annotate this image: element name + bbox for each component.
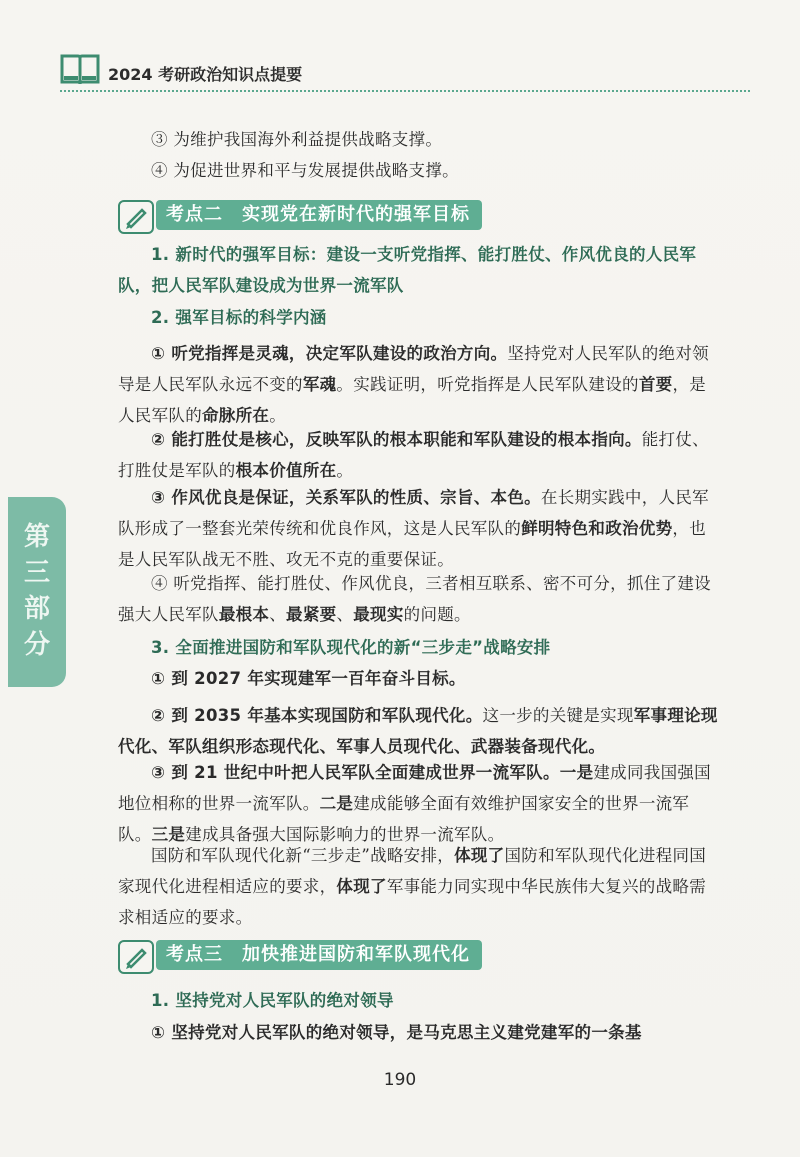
part-side-tab bbox=[8, 497, 66, 687]
bold-text: ① 听党指挥是灵魂，决定军队建设的政治方向。 bbox=[151, 344, 508, 363]
paragraph bbox=[118, 424, 718, 486]
pencil-icon bbox=[118, 200, 154, 234]
bold-text: 根本价值所在 bbox=[235, 461, 337, 480]
list-item: ③ 为维护我国海外利益提供战略支撑。 bbox=[151, 130, 443, 149]
subheading: 3. 全面推进国防和军队现代化的新“三步走”战略安排 bbox=[151, 638, 551, 657]
side-tab-label: 第三部分 bbox=[23, 522, 50, 660]
bold-text: ③ 作风优良是保证，关系军队的性质、宗旨、本色。 bbox=[151, 488, 541, 507]
pencil-icon bbox=[118, 940, 154, 974]
bold-text: 命脉所在 bbox=[202, 406, 270, 425]
header-title: 2024 考研政治知识点提要 bbox=[108, 65, 303, 84]
text: 国防和军队现代化进程同国家现代化进程相适应的要求， bbox=[118, 846, 707, 896]
paragraph bbox=[118, 840, 718, 933]
text: 建成能够全面有效维护国家安全的世界一流军队。 bbox=[118, 794, 690, 844]
list-item: ④ 为促进世界和平与发展提供战略支撑。 bbox=[151, 161, 459, 180]
paragraph bbox=[118, 700, 718, 762]
text: 、 bbox=[269, 605, 287, 624]
bold-text: 体现了 bbox=[454, 846, 505, 865]
text: 能打仗、打胜仗是军队的 bbox=[118, 430, 709, 480]
text: 的问题。 bbox=[403, 605, 471, 624]
subheading: 1. 新时代的强军目标：建设一支听党指挥、能打胜仗、作风优良的人民军队，把人民军队建设成为世界一流军队 bbox=[118, 245, 697, 295]
paragraph bbox=[118, 757, 718, 850]
text: 在长期实践中，人民军队形成了一整套光荣传统和优良作风，这是人民军队的 bbox=[118, 488, 709, 538]
text: 。 bbox=[269, 406, 287, 425]
text: 、 bbox=[336, 605, 354, 624]
subheading: 2. 强军目标的科学内涵 bbox=[151, 308, 327, 327]
paragraph bbox=[118, 338, 718, 431]
bold-text: 一是 bbox=[559, 763, 594, 782]
bold-text: 最现实 bbox=[353, 605, 404, 624]
text: 这一步的关键是实现 bbox=[482, 706, 634, 725]
section-label: 考点二 实现党在新时代的强军目标 bbox=[156, 200, 482, 230]
subheading: 1. 坚持党对人民军队的绝对领导 bbox=[151, 991, 394, 1010]
list-item: ① 到 2027 年实现建军一百年奋斗目标。 bbox=[151, 669, 466, 688]
bold-text: ② 能打胜仗是核心，反映军队的根本职能和军队建设的根本指向。 bbox=[151, 430, 642, 449]
page-header bbox=[60, 52, 750, 92]
section-label: 考点三 加快推进国防和军队现代化 bbox=[156, 940, 482, 970]
bold-text: 军魂 bbox=[302, 375, 337, 394]
text: ④ 听党指挥、能打胜仗、作风优良，三者相互联系、密不可分，抓住了建设强大人民军队 bbox=[118, 574, 711, 624]
header-divider bbox=[60, 90, 750, 92]
text: ，是人民军队的 bbox=[118, 375, 707, 425]
bold-text: 最紧要 bbox=[286, 605, 337, 624]
page-number: 190 bbox=[383, 1070, 417, 1090]
text: ，也是人民军队战无不胜、攻无不克的重要保证。 bbox=[118, 519, 707, 569]
bold-text: 三是 bbox=[151, 825, 186, 844]
bold-text: 首要 bbox=[638, 375, 673, 394]
text: 。实践证明，听党指挥是人民军队建设的 bbox=[336, 375, 639, 394]
text: 建成同我国强国地位相称的世界一流军队。 bbox=[118, 763, 711, 813]
text: 建成具备强大国际影响力的世界一流军队。 bbox=[185, 825, 505, 844]
bold-text: ② 到 2035 年基本实现国防和军队现代化。 bbox=[151, 706, 483, 725]
text: 军事能力同实现中华民族伟大复兴的战略需求相适应的要求。 bbox=[118, 877, 707, 927]
bold-text: 鲜明特色和政治优势 bbox=[521, 519, 673, 538]
bold-text: 最根本 bbox=[218, 605, 270, 624]
text: 。 bbox=[336, 461, 354, 480]
paragraph: ① 坚持党对人民军队的绝对领导，是马克思主义建党建军的一条基 bbox=[151, 1023, 642, 1042]
bold-text: 二是 bbox=[319, 794, 354, 813]
paragraph bbox=[118, 568, 718, 630]
bold-text: 体现了 bbox=[336, 877, 387, 896]
paragraph bbox=[118, 482, 718, 575]
book-icon bbox=[60, 52, 100, 86]
text: 坚持党对人民军队的绝对领导是人民军队永远不变的 bbox=[118, 344, 709, 394]
text: 国防和军队现代化新“三步走”战略安排， bbox=[151, 846, 455, 865]
bold-text: ③ 到 21 世纪中叶把人民军队全面建成世界一流军队。 bbox=[151, 763, 560, 782]
bold-text: 军事理论现代化、军队组织形态现代化、军事人员现代化、武器装备现代化。 bbox=[118, 706, 718, 756]
